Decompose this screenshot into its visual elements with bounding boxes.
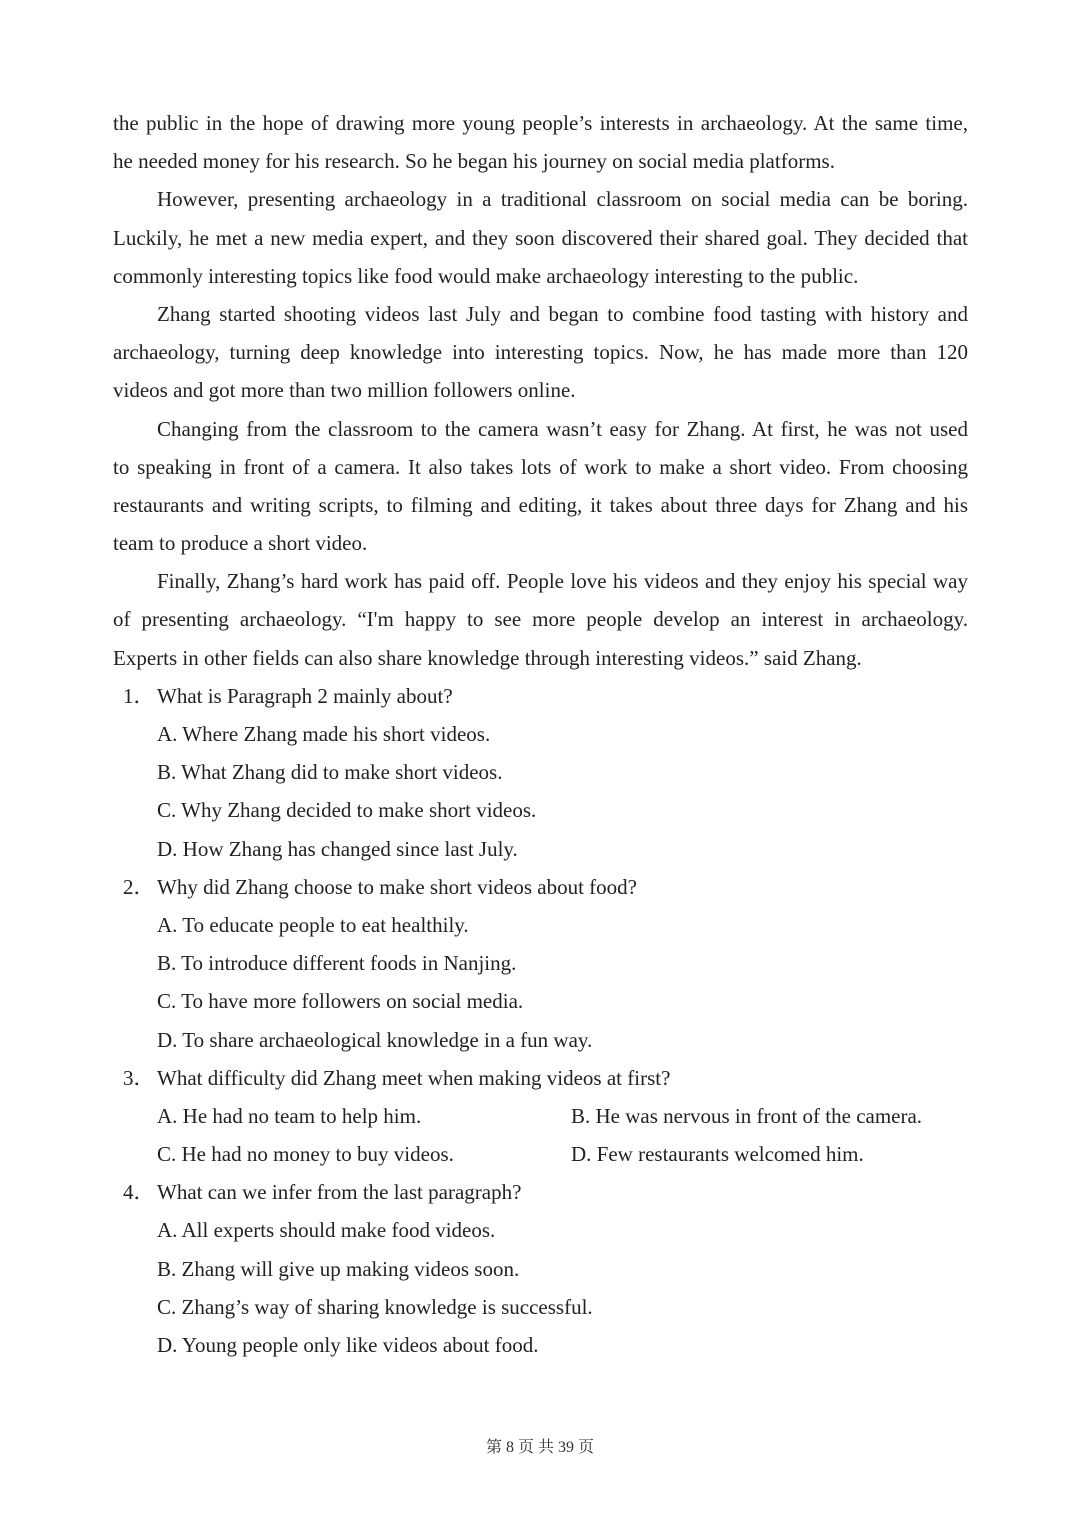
page-number: 第 8 页 共 39 页 xyxy=(485,1439,594,1456)
paragraph-line: to speaking in front of a camera. It also takes lots of work to make a short video. From choosing xyxy=(113,454,968,479)
question xyxy=(113,677,968,868)
paragraph-line: of presenting archaeology. “I'm happy to see more people develop an interest in archaeology. xyxy=(113,607,968,632)
answer-option[interactable]: B. What Zhang did to make short videos. xyxy=(157,760,503,785)
answer-option[interactable]: A. All experts should make food videos. xyxy=(157,1218,496,1243)
answer-option[interactable]: A. To educate people to eat healthily. xyxy=(157,912,469,937)
paragraph-line: Changing from the classroom to the camera wasn’t easy for Zhang. At first, he was not used xyxy=(157,416,968,441)
answer-option[interactable]: C. To have more followers on social media. xyxy=(157,989,524,1014)
question-stem xyxy=(113,1173,968,1211)
paragraph-line: Experts in other fields can also share knowledge through interesting videos.” said Zhang. xyxy=(113,645,862,670)
question xyxy=(113,1059,968,1174)
question-stem xyxy=(113,677,968,715)
paragraph-line: team to produce a short video. xyxy=(113,531,368,556)
paragraph-line: However, presenting archaeology in a traditional classroom on social media can be boring. xyxy=(157,187,968,212)
question xyxy=(113,868,968,1059)
question-text: What is Paragraph 2 mainly about? xyxy=(157,683,453,708)
answer-option[interactable]: B. To introduce different foods in Nanjing. xyxy=(157,951,517,976)
question-text: What can we infer from the last paragraph? xyxy=(157,1180,522,1205)
answer-option[interactable]: C. Zhang’s way of sharing knowledge is successful. xyxy=(157,1294,593,1319)
question-stem xyxy=(113,1059,968,1097)
paragraph-line: Zhang started shooting videos last July and began to combine food tasting with history and xyxy=(157,301,968,326)
question-number: 2． xyxy=(123,874,155,899)
answer-option[interactable]: A. Where Zhang made his short videos. xyxy=(157,722,491,746)
paragraph-line: commonly interesting topics like food would make archaeology interesting to the public. xyxy=(113,263,859,288)
paragraph-line: archaeology, turning deep knowledge into interesting topics. Now, he has made more than 120 xyxy=(113,340,968,365)
question-number: 1． xyxy=(123,683,155,708)
answer-option[interactable]: C. He had no money to buy videos. xyxy=(157,1142,454,1167)
paragraph-line: videos and got more than two million followers online. xyxy=(113,378,576,403)
option-row xyxy=(113,1135,968,1173)
question-number: 4． xyxy=(123,1180,155,1205)
question-list xyxy=(113,677,968,1364)
paragraph xyxy=(113,295,968,410)
paragraph-line: he needed money for his research. So he began his journey on social media platforms. xyxy=(113,149,835,174)
reading-passage xyxy=(113,104,968,677)
option-row xyxy=(113,1097,968,1135)
answer-option[interactable]: A. He had no team to help him. xyxy=(157,1103,422,1128)
answer-option[interactable]: D. How Zhang has changed since last July. xyxy=(157,836,518,861)
paragraph xyxy=(113,410,968,563)
answer-option[interactable]: B. Zhang will give up making videos soon. xyxy=(157,1256,520,1281)
paragraph xyxy=(113,104,968,180)
answer-option[interactable]: C. Why Zhang decided to make short videos. xyxy=(157,798,537,823)
paragraph-line: Luckily, he met a new media expert, and they soon discovered their shared goal. They decided that xyxy=(113,225,968,250)
question-stem xyxy=(113,868,968,906)
paragraph-line: the public in the hope of drawing more young people’s interests in archaeology. At the same time, xyxy=(113,111,968,135)
paragraph xyxy=(113,180,968,295)
answer-option[interactable]: B. He was nervous in front of the camera. xyxy=(571,1103,923,1128)
question-text: Why did Zhang choose to make short videos about food? xyxy=(157,874,637,899)
question-number: 3． xyxy=(123,1065,155,1090)
answer-option[interactable]: D. Young people only like videos about food. xyxy=(157,1333,539,1357)
question-text: What difficulty did Zhang meet when making videos at first? xyxy=(157,1065,671,1090)
paragraph-line: restaurants and writing scripts, to filming and editing, it takes about three days for Zhang and his xyxy=(113,492,968,517)
paragraph xyxy=(113,562,968,677)
question xyxy=(113,1173,968,1364)
document-body xyxy=(113,104,968,1364)
paragraph-line: Finally, Zhang’s hard work has paid off. People love his videos and they enjoy his special way xyxy=(157,569,968,594)
answer-option[interactable]: D. To share archaeological knowledge in a fun way. xyxy=(157,1027,593,1052)
answer-option[interactable]: D. Few restaurants welcomed him. xyxy=(571,1142,864,1167)
